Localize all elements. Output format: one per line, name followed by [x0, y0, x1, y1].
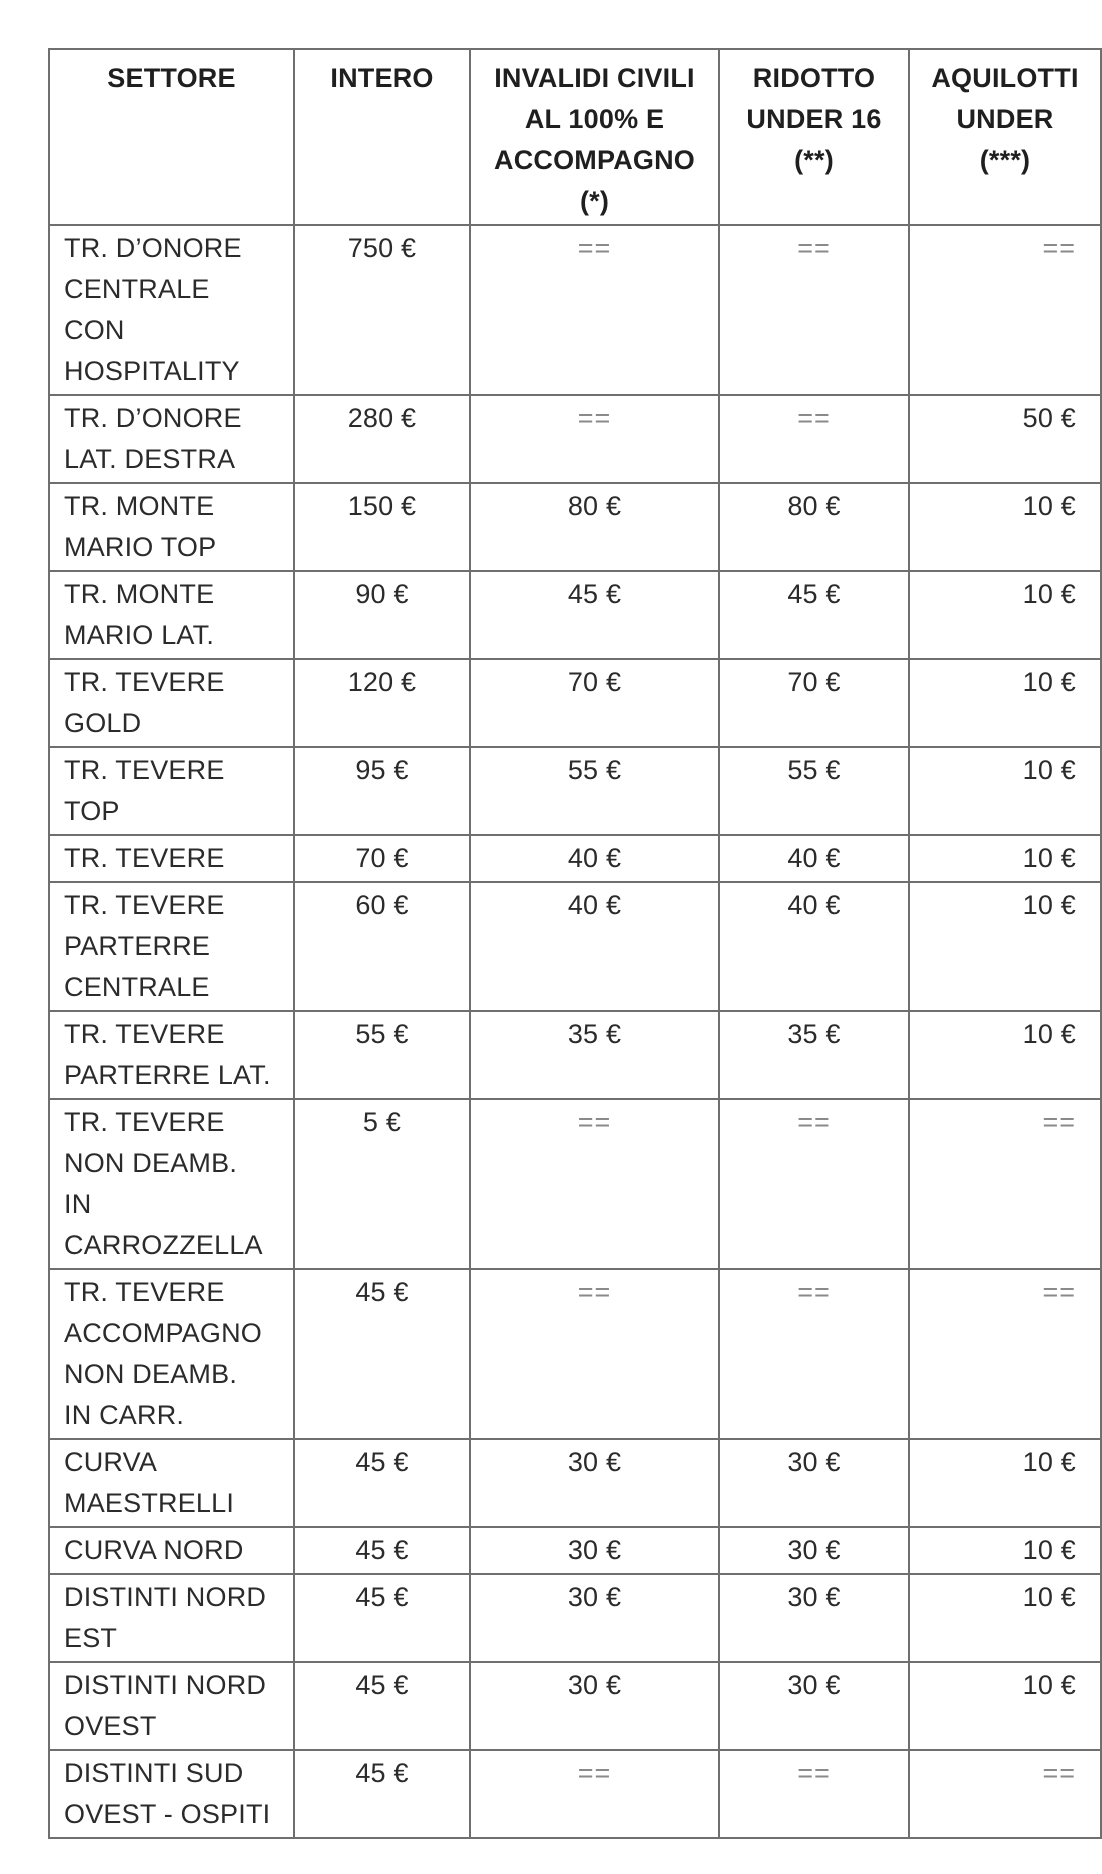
cell-aquilotti: 10 €: [909, 747, 1101, 835]
cell-intero: 150 €: [294, 483, 470, 571]
cell-settore: TR. TEVERE PARTERRE CENTRALE: [49, 882, 294, 1011]
table-row: [49, 1439, 1101, 1527]
ticket-price-table: [48, 48, 1102, 1839]
cell-intero: 5 €: [294, 1099, 470, 1269]
cell-aquilotti: 10 €: [909, 1574, 1101, 1662]
cell-intero: 45 €: [294, 1527, 470, 1574]
table-row: [49, 225, 1101, 395]
cell-invalidi: 55 €: [470, 747, 719, 835]
cell-invalidi: ==: [470, 395, 719, 483]
cell-aquilotti: ==: [909, 225, 1101, 395]
cell-invalidi: 40 €: [470, 835, 719, 882]
cell-ridotto: ==: [719, 1269, 909, 1439]
cell-ridotto: 30 €: [719, 1439, 909, 1527]
cell-intero: 95 €: [294, 747, 470, 835]
cell-settore: TR. TEVERE GOLD: [49, 659, 294, 747]
cell-ridotto: 35 €: [719, 1011, 909, 1099]
cell-intero: 60 €: [294, 882, 470, 1011]
table-row: [49, 1574, 1101, 1662]
table-header-row: [49, 49, 1101, 225]
cell-intero: 45 €: [294, 1269, 470, 1439]
table-row: [49, 1011, 1101, 1099]
cell-aquilotti: ==: [909, 1269, 1101, 1439]
table-body: [49, 225, 1101, 1838]
cell-aquilotti: 10 €: [909, 1439, 1101, 1527]
cell-ridotto: 30 €: [719, 1574, 909, 1662]
cell-settore: TR. TEVERE ACCOMPAGNO NON DEAMB. IN CARR.: [49, 1269, 294, 1439]
cell-settore: TR. TEVERE NON DEAMB. IN CARROZZELLA: [49, 1099, 294, 1269]
cell-settore: TR. MONTE MARIO LAT.: [49, 571, 294, 659]
price-table-container: [48, 48, 1079, 1839]
table-row: [49, 483, 1101, 571]
table-row: [49, 1269, 1101, 1439]
cell-ridotto: 70 €: [719, 659, 909, 747]
table-row: [49, 882, 1101, 1011]
cell-intero: 750 €: [294, 225, 470, 395]
cell-invalidi: 30 €: [470, 1662, 719, 1750]
cell-ridotto: 55 €: [719, 747, 909, 835]
cell-intero: 120 €: [294, 659, 470, 747]
table-row: [49, 1099, 1101, 1269]
cell-aquilotti: 50 €: [909, 395, 1101, 483]
cell-ridotto: ==: [719, 1750, 909, 1838]
cell-ridotto: 40 €: [719, 835, 909, 882]
cell-aquilotti: 10 €: [909, 659, 1101, 747]
table-row: [49, 835, 1101, 882]
cell-aquilotti: ==: [909, 1099, 1101, 1269]
header-invalidi-civili: INVALIDI CIVILI AL 100% E ACCOMPAGNO (*): [470, 49, 719, 225]
cell-invalidi: 70 €: [470, 659, 719, 747]
cell-aquilotti: ==: [909, 1750, 1101, 1838]
cell-intero: 90 €: [294, 571, 470, 659]
cell-ridotto: ==: [719, 395, 909, 483]
cell-invalidi: 30 €: [470, 1439, 719, 1527]
cell-ridotto: 45 €: [719, 571, 909, 659]
table-row: [49, 659, 1101, 747]
cell-settore: CURVA MAESTRELLI: [49, 1439, 294, 1527]
cell-settore: CURVA NORD: [49, 1527, 294, 1574]
cell-ridotto: 30 €: [719, 1527, 909, 1574]
cell-aquilotti: 10 €: [909, 1011, 1101, 1099]
cell-intero: 55 €: [294, 1011, 470, 1099]
cell-aquilotti: 10 €: [909, 882, 1101, 1011]
cell-invalidi: 40 €: [470, 882, 719, 1011]
cell-settore: TR. MONTE MARIO TOP: [49, 483, 294, 571]
cell-invalidi: 30 €: [470, 1527, 719, 1574]
table-row: [49, 1750, 1101, 1838]
cell-settore: TR. TEVERE PARTERRE LAT.: [49, 1011, 294, 1099]
cell-ridotto: 30 €: [719, 1662, 909, 1750]
cell-aquilotti: 10 €: [909, 1662, 1101, 1750]
table-row: [49, 571, 1101, 659]
cell-intero: 45 €: [294, 1439, 470, 1527]
cell-settore: TR. TEVERE: [49, 835, 294, 882]
cell-invalidi: 30 €: [470, 1574, 719, 1662]
cell-settore: TR. D’ONORE CENTRALE CON HOSPITALITY: [49, 225, 294, 395]
cell-intero: 45 €: [294, 1750, 470, 1838]
cell-settore: TR. D’ONORE LAT. DESTRA: [49, 395, 294, 483]
table-row: [49, 747, 1101, 835]
cell-invalidi: 80 €: [470, 483, 719, 571]
cell-ridotto: ==: [719, 225, 909, 395]
table-row: [49, 1662, 1101, 1750]
cell-invalidi: ==: [470, 1750, 719, 1838]
cell-settore: DISTINTI SUD OVEST - OSPITI: [49, 1750, 294, 1838]
cell-settore: DISTINTI NORD OVEST: [49, 1662, 294, 1750]
cell-settore: TR. TEVERE TOP: [49, 747, 294, 835]
header-aquilotti-under: AQUILOTTI UNDER (***): [909, 49, 1101, 225]
table-row: [49, 395, 1101, 483]
cell-invalidi: ==: [470, 225, 719, 395]
header-ridotto-under-16: RIDOTTO UNDER 16 (**): [719, 49, 909, 225]
cell-aquilotti: 10 €: [909, 483, 1101, 571]
cell-aquilotti: 10 €: [909, 835, 1101, 882]
cell-invalidi: 35 €: [470, 1011, 719, 1099]
header-intero: INTERO: [294, 49, 470, 225]
cell-aquilotti: 10 €: [909, 571, 1101, 659]
header-settore: SETTORE: [49, 49, 294, 225]
cell-ridotto: ==: [719, 1099, 909, 1269]
cell-intero: 280 €: [294, 395, 470, 483]
cell-intero: 45 €: [294, 1662, 470, 1750]
cell-aquilotti: 10 €: [909, 1527, 1101, 1574]
cell-settore: DISTINTI NORD EST: [49, 1574, 294, 1662]
table-row: [49, 1527, 1101, 1574]
cell-ridotto: 80 €: [719, 483, 909, 571]
cell-intero: 45 €: [294, 1574, 470, 1662]
cell-invalidi: ==: [470, 1269, 719, 1439]
cell-ridotto: 40 €: [719, 882, 909, 1011]
cell-intero: 70 €: [294, 835, 470, 882]
cell-invalidi: 45 €: [470, 571, 719, 659]
cell-invalidi: ==: [470, 1099, 719, 1269]
